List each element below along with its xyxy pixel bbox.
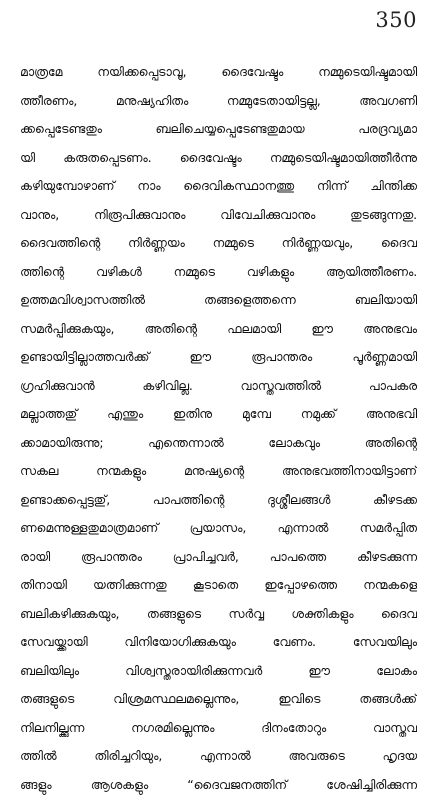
- text-line: ബലിയിലും വിശ്വസ്തരായിരിക്കുന്നവർ ഈ ലോകം: [20, 657, 417, 686]
- text-line: ക്കാമായിരുന്നു; എന്തെന്നാൽ ലോകവും അതിന്റെ: [20, 429, 417, 458]
- text-line: തങ്ങളുടെ വിശ്രമസ്ഥലമല്ലെന്നും, ഇവിടെ തങ്ങൾക്ക്: [20, 685, 417, 714]
- text-line: ഉണ്ടായിട്ടില്ലാത്തവർക്ക് ഈ രൂപാന്തരം പൂർണ്ണമായി: [20, 343, 417, 372]
- text-line: രായി രൂപാന്തരം പ്രാപിച്ചവർ, പാപത്തെ കീഴടക്കുന്ന: [20, 543, 417, 572]
- text-line: മല്ലാത്തതു് എന്തും ഇതിനു മുമ്പേ നമുക്ക് അനുഭവി: [20, 400, 417, 429]
- text-line: ത്തിൽ തിരിച്ചറിയും, എന്നാൽ അവരുടെ ഹൃദയ: [20, 742, 417, 771]
- text-line: ക്കപ്പെടേണ്ടതും ബലിചെയ്യപ്പെടേണ്ടതുമായ പരദ്രവ്യമാ: [20, 115, 417, 144]
- text-line: നിലനില്ക്കുന്ന നഗരമില്ലെന്നും ദിനംതോറും വാസ്തവ: [20, 714, 417, 743]
- body-text: [20, 58, 417, 799]
- text-line: ങ്ങളും ആശകളും “ദൈവജനത്തിന് ശേഷിച്ചിരിക്കുന്ന: [20, 771, 417, 799]
- text-line: ത്തീരണം, മനുഷ്യഹിതം നമ്മുടേതായിട്ടല്ല, അവഗണി: [20, 87, 417, 116]
- text-line: ഗ്രഹിക്കുവാൻ കഴിവില്ല. വാസ്തവത്തിൽ പാപകര: [20, 372, 417, 401]
- text-line: യി കരുതപ്പെടണം. ദൈവേഷ്ടം നമ്മുടെയിഷ്ടമായിത്തീർന്നു: [20, 144, 417, 173]
- text-line: ബലികഴിക്കുകയും, തങ്ങളുടെ സർവ്വ ശക്തികളും ദൈവ: [20, 600, 417, 629]
- text-line: ത്തിന്റെ വഴികൾ നമ്മുടെ വഴികളും ആയിത്തീരണം.: [20, 258, 417, 287]
- text-line: ഉണ്ടാക്കപ്പെട്ടതു്, പാപത്തിന്റെ ദുശ്ശീലങ്ങൾ കീഴടക്ക: [20, 486, 417, 515]
- page-number: 350: [375, 8, 417, 32]
- text-line: തിനായി യത്നിക്കുന്നതു കൂടാതെ ഇപ്പോഴത്തെ നന്മകളെ: [20, 571, 417, 600]
- text-line: ദൈവത്തിന്റെ നിർണ്ണയം നമ്മുടെ നിർണ്ണയവും, ദൈവ: [20, 229, 417, 258]
- text-line: ഉത്തമവിശ്വാസത്തിൽ തങ്ങളെത്തന്നെ ബലിയായി: [20, 286, 417, 315]
- text-line: വാനും, നിരൂപിക്കുവാനും വിവേചിക്കുവാനും തുടങ്ങുന്നതു.: [20, 201, 417, 230]
- text-line: കഴിയുമ്പോഴാണ് നാം ദൈവികസ്ഥാനത്തു നിന്ന് ചിന്തിക്ക: [20, 172, 417, 201]
- text-line: സകല നന്മകളും മനുഷ്യന്റെ അനുഭവത്തിനായിട്ടാണ്: [20, 457, 417, 486]
- text-line: മാത്രമേ നയിക്കപ്പെടാവൂ, ദൈവേഷ്ടം നമ്മുടെയിഷ്ടമായി: [20, 58, 417, 87]
- text-line: സമർപ്പിക്കുകയും, അതിന്റെ ഫലമായി ഈ അനുഭവം: [20, 315, 417, 344]
- text-line: ണമെന്നുള്ളതുമാത്രമാണ് പ്രയാസം, എന്നാൽ സമർപ്പിത: [20, 514, 417, 543]
- text-line: സേവയ്ക്കായി വിനിയോഗിക്കുകയും വേണം. സേവയിലും: [20, 628, 417, 657]
